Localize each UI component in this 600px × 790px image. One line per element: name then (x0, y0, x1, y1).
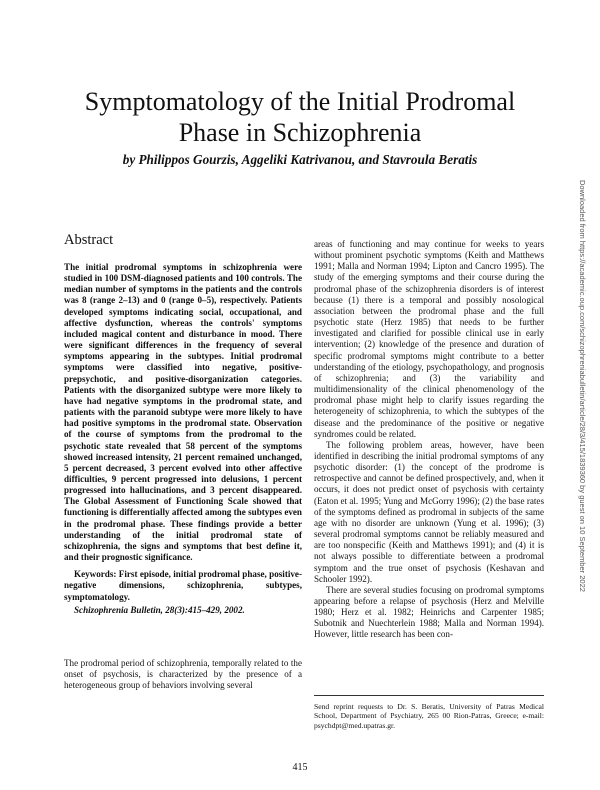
footnote-text: Send reprint requests to Dr. S. Beratis, University of Patras Medical School, Department of Psychiatry, 265 00 Rion-Patras, Greece; e-mail: psychdpt@med.upatras.gr. (314, 702, 544, 730)
intro-paragraph-start (64, 658, 302, 691)
right-column (314, 239, 544, 641)
page-number: 415 (292, 762, 308, 773)
abstract-heading: Abstract (64, 232, 114, 248)
author-line: by Philippos Gourzis, Aggeliki Katrivanou, and Stavroula Beratis (122, 152, 478, 167)
intro-text: The prodromal period of schizophrenia, temporally related to the onset of psychosis, is characterized by the presence of a heterogeneous group of behaviors involving several (64, 658, 302, 691)
body-paragraph-1: areas of functioning and may continue for weeks to years without prominent psychotic symptoms (Keith and Matthews 1991; Malla and Norman 1994; Lipton and Cancro 1995). The study of the emerging symptoms and their course during the prodromal phase of the schizophrenia disorders is of interest because (1) there is a temporal and possibly nosological association between the prodromal phase and the full psychotic state (Herz 1985) that needs to be further investigated and clarified for possible clinical use in early intervention; (2) knowledge of the presence and duration of specific prodromal symptoms might contribute to a better understanding of the etiology, psychopathology, and prognosis of schizophrenia; and (3) the variability and multidimensionality of the clinical phenomenology of the prodromal phase might help to clarify issues regarding the heterogeneity of schizophrenia, to which the subtypes of the disease and the predominance of the positive or negative syndromes could be related. (314, 239, 544, 439)
footnote (314, 695, 544, 730)
page-title: Symptomatology of the Initial Prodromal Phase in Schizophrenia (84, 87, 516, 147)
left-column (64, 232, 302, 616)
body-paragraph-3: There are several studies focusing on prodromal symptoms appearing before a relapse of psychosis (Herz and Melville 1980; Herz et al. 1982; Heinrichs and Carpenter 1985; Subotnik and Nuechterlein 1988; Malla and Norman 1994). However, little research has been con- (314, 584, 544, 640)
journal-citation: Schizophrenia Bulletin, 28(3):415–429, 2002. (74, 604, 245, 615)
download-watermark: Downloaded from https://academic.oup.com/schizophreniabulletin/article/28/3/415/1839360 by guest on 10 September 2022 (578, 180, 587, 592)
body-paragraph-2: The following problem areas, however, have been identified in describing the initial prodromal symptoms of any psychotic disorder: (1) the concept of the prodrome is retrospective and cannot be defined prospectively, and, when it occurs, it does not predict onset of psychosis with certainty (Eaton et al. 1995; Yung and McGorry 1996); (2) the base rates of the symptoms defined as prodromal in subjects of the same age with no disorder are unknown (Yung et al. 1996); (3) several prodromal symptoms cannot be reliably measured and are too nonspecific (Keith and Matthews 1991); and (4) it is not always possible to differentiate between a prodromal symptom and the true onset of psychosis (Keshavan and Schooler 1992). (314, 439, 544, 584)
abstract-text: The initial prodromal symptoms in schizophrenia were studied in 100 DSM-diagnosed patients and 100 controls. The median number of symptoms in the patients and the controls was 8 (range 2–13) and 0 (range 0–5), respectively. Patients developed symptoms indicating social, occupational, and affective dysfunction, whereas the controls' symptoms included magical content and disturbance in mood. There were significant differences in the frequency of several symptoms appearing in the subtypes. Initial prodromal symptoms were classified into negative, positive-prepsychotic, and positive-disorganization categories. Patients with the disorganized subtype were more likely to have had negative symptoms in the prodromal state, and patients with the paranoid subtype were more likely to have had positive symptoms in the prodromal state. Observation of the course of symptoms from the prodromal to the psychotic state revealed that 58 percent of the symptoms showed increased intensity, 21 percent remained unchanged, 5 percent decreased, 3 percent evolved into other affective difficulties, 9 percent progressed into delusions, 1 percent progressed into hallucinations, and 3 percent disappeared. The Global Assessment of Functioning Scale showed that functioning is differentially affected among the subtypes even in the prodromal phase. These findings provide a better understanding of the initial prodromal state of schizophrenia, the signs and symptoms that best define it, and their prognostic significance. (64, 262, 302, 563)
keywords: Keywords: First episode, initial prodromal phase, positive-negative dimensions, schizophrenia, subtypes, symptomatology. (64, 569, 302, 602)
